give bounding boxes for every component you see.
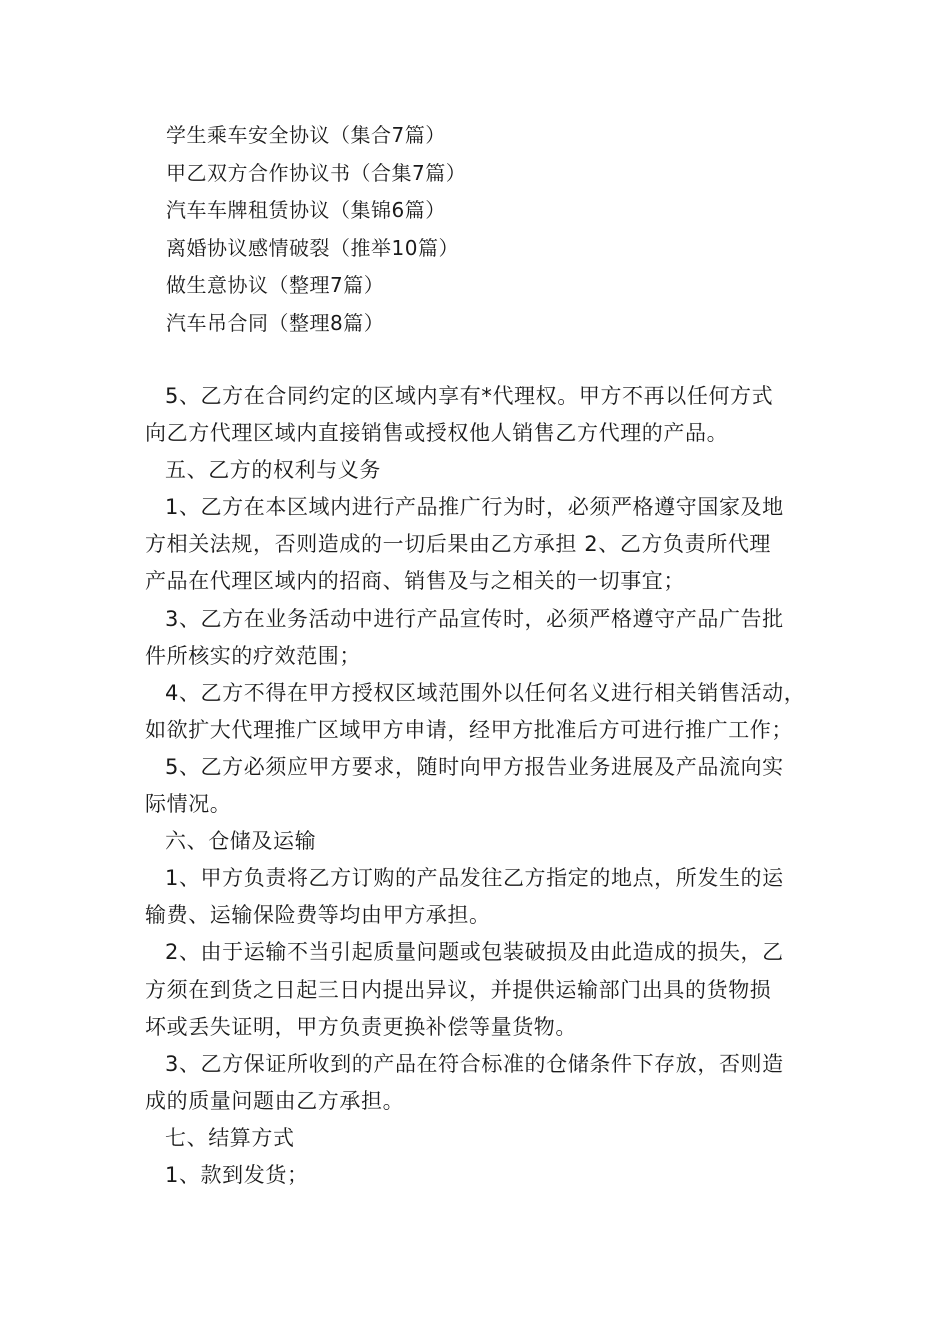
paragraph-line: 际情况。: [145, 792, 232, 817]
paragraph-line: 输费、运输保险费等均由甲方承担。: [145, 903, 491, 928]
section-heading: 五、乙方的权利与义务: [165, 458, 381, 483]
paragraph-line: 1、甲方负责将乙方订购的产品发往乙方指定的地点，所发生的运: [165, 866, 784, 891]
paragraph-line: 方相关法规，否则造成的一切后果由乙方承担 2、乙方负责所代理: [145, 532, 772, 557]
paragraph-line: 方须在到货之日起三日内提出异议，并提供运输部门出具的货物损: [145, 977, 772, 1002]
paragraph-line: 如欲扩大代理推广区域甲方申请，经甲方批准后方可进行推广工作；: [145, 717, 793, 742]
paragraph-line: 件所核实的疗效范围；: [145, 643, 361, 668]
section-heading: 七、结算方式: [165, 1125, 295, 1150]
related-document-item[interactable]: 甲乙双方合作协议书（合集7篇）: [166, 160, 467, 185]
related-document-item[interactable]: 汽车车牌租赁协议（集锦6篇）: [166, 198, 446, 222]
paragraph-line: 4、乙方不得在甲方授权区域范围外以任何名义进行相关销售活动，: [165, 680, 806, 705]
related-document-item[interactable]: 汽车吊合同（整理8篇）: [166, 310, 385, 335]
paragraph-line: 1、乙方在本区域内进行产品推广行为时，必须严格遵守国家及地: [165, 495, 784, 520]
related-document-item[interactable]: 做生意协议（整理7篇）: [166, 273, 385, 297]
paragraph-line: 3、乙方在业务活动中进行产品宣传时，必须严格遵守产品广告批: [165, 606, 784, 631]
paragraph-line: 5、乙方必须应甲方要求，随时向甲方报告业务进展及产品流向实: [165, 754, 784, 779]
paragraph-line: 成的质量问题由乙方承担。: [145, 1088, 405, 1113]
paragraph-line: 3、乙方保证所收到的产品在符合标准的仓储条件下存放，否则造: [165, 1051, 784, 1076]
paragraph-line: 产品在代理区域内的招商、销售及与之相关的一切事宜；: [145, 569, 685, 594]
section-heading: 六、仓储及运输: [165, 829, 317, 854]
contract-body: [145, 378, 810, 1194]
related-document-item[interactable]: 离婚协议感情破裂（推举10篇）: [166, 235, 459, 260]
related-document-item[interactable]: 学生乘车安全协议（集合7篇）: [166, 123, 446, 147]
paragraph-line: 2、由于运输不当引起质量问题或包装破损及由此造成的损失，乙: [165, 940, 784, 965]
paragraph-line: 1、款到发货；: [165, 1162, 309, 1187]
related-documents-list: [166, 117, 766, 342]
paragraph-line: 5、乙方在合同约定的区域内享有*代理权。甲方不再以任何方式: [165, 384, 774, 408]
paragraph-line: 向乙方代理区域内直接销售或授权他人销售乙方代理的产品。: [145, 421, 729, 446]
paragraph-line: 坏或丢失证明，甲方负责更换补偿等量货物。: [145, 1014, 577, 1039]
